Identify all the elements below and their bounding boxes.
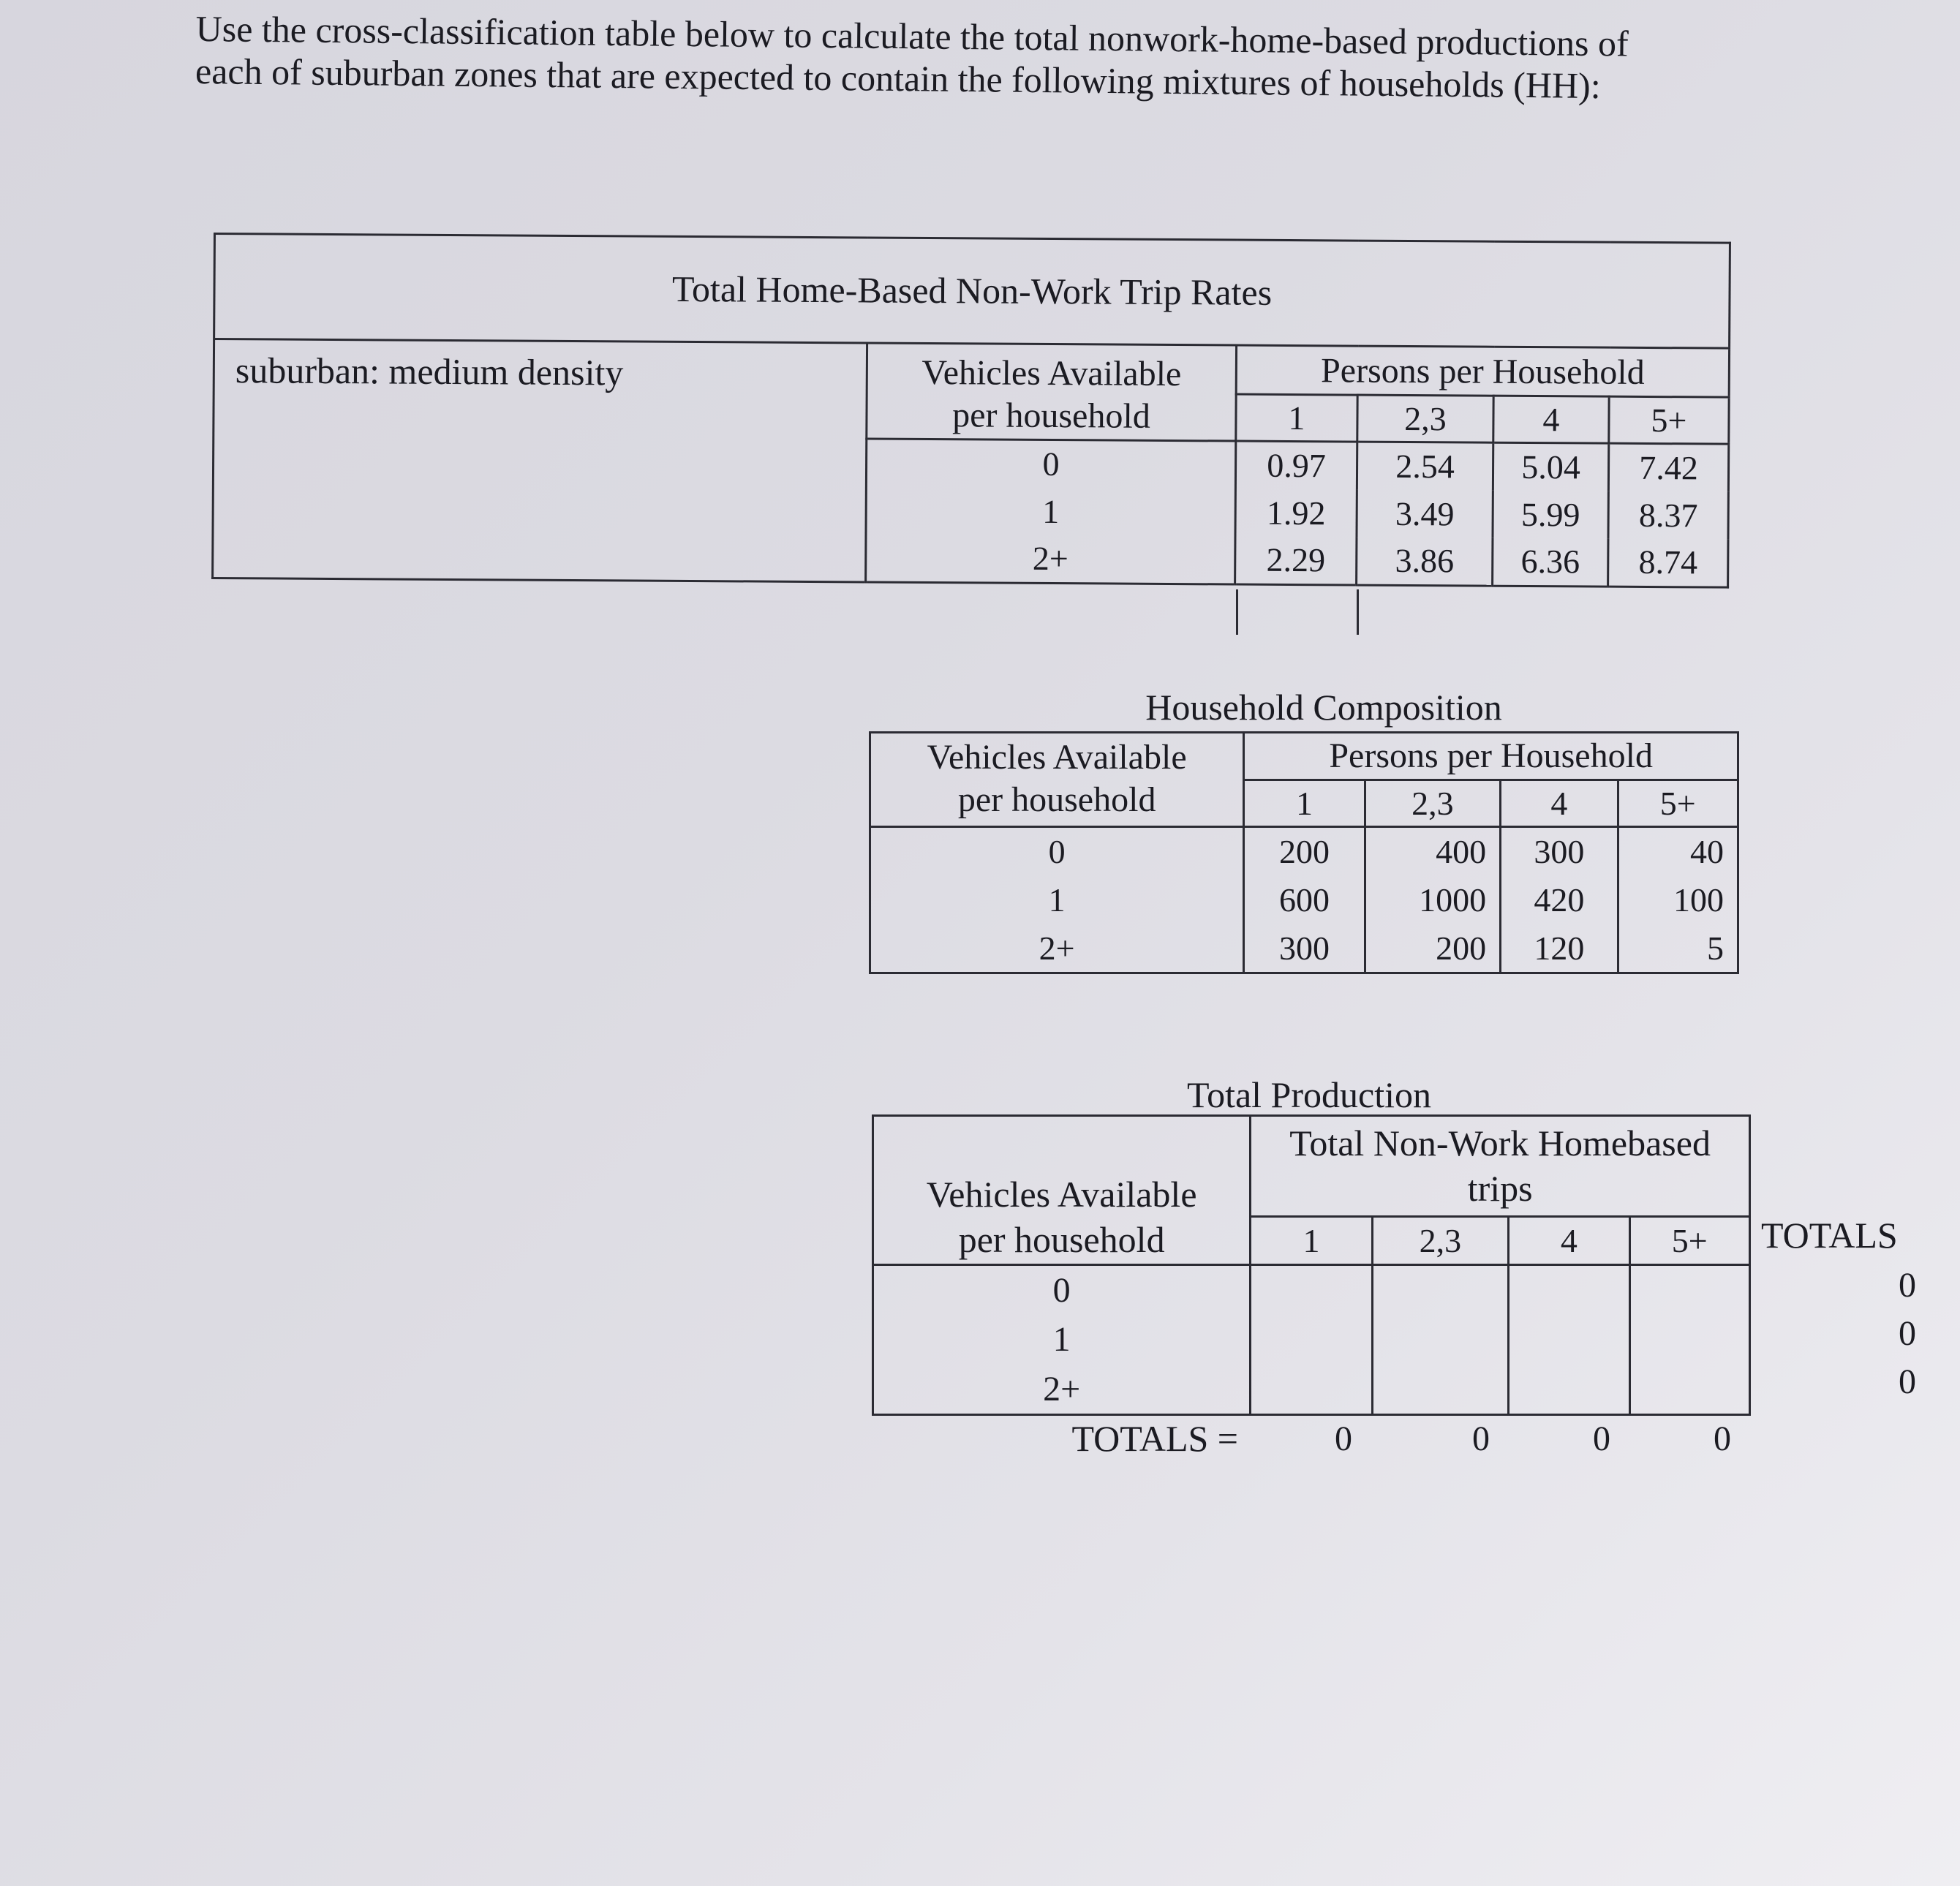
- vehicles-available-header: [867, 343, 1237, 441]
- table-cell: 0.97: [1235, 441, 1357, 490]
- table-divider: [1236, 589, 1238, 635]
- table-cell: 40: [1690, 833, 1724, 871]
- total-production-table: [872, 1114, 1751, 1416]
- table-cell: 200: [1244, 827, 1365, 876]
- table-row: [870, 924, 1738, 973]
- row-total: 0: [1899, 1266, 1916, 1305]
- empty-cell[interactable]: [1251, 1264, 1372, 1414]
- column-total: 0: [1472, 1419, 1490, 1458]
- vehicles-header-line-2: per household: [958, 1218, 1165, 1260]
- row-totals-label: TOTALS: [1761, 1215, 1898, 1256]
- row-total: 0: [1899, 1314, 1916, 1353]
- column-header: 2,3: [1372, 1216, 1508, 1264]
- table-cell: 200: [1365, 924, 1500, 973]
- table-cell: 8.74: [1638, 543, 1698, 581]
- instructions-line-1: Use the cross-classification table below to calculate the total nonwork-home-based productions of: [195, 7, 1629, 64]
- vehicles-header-line-1: Vehicles Available: [926, 1173, 1197, 1215]
- column-header: 2,3: [1357, 395, 1493, 442]
- trips-header-line-1: Total Non-Work Homebased: [1289, 1123, 1711, 1164]
- row-total: 0: [1899, 1362, 1916, 1401]
- empty-cell[interactable]: [1509, 1264, 1629, 1414]
- column-totals-label: TOTALS =: [1071, 1418, 1238, 1459]
- table-row: [870, 876, 1738, 924]
- trips-header-line-2: trips: [1467, 1168, 1533, 1210]
- table-row: [873, 1264, 1750, 1315]
- table-cell: 5.99: [1493, 491, 1608, 538]
- column-header: 5+: [1618, 780, 1738, 827]
- table-cell: 400: [1365, 827, 1500, 876]
- trip-rates-table: [211, 233, 1729, 589]
- table-cell: 2.29: [1235, 536, 1357, 585]
- household-composition-title: Household Composition: [1145, 687, 1502, 728]
- empty-cell[interactable]: [1629, 1264, 1749, 1414]
- table-cell: 1000: [1365, 876, 1500, 924]
- column-header: 4: [1509, 1216, 1629, 1264]
- table-cell: 300: [1501, 827, 1618, 876]
- persons-per-household-header: Persons per Household: [1236, 345, 1729, 398]
- table-cell: 100: [1673, 881, 1724, 919]
- total-production-title: Total Production: [1187, 1074, 1431, 1115]
- column-header: 1: [1244, 780, 1365, 827]
- table-cell: 3.86: [1357, 537, 1493, 586]
- row-label: 0: [866, 439, 1235, 489]
- table-cell: 2.54: [1357, 442, 1493, 491]
- column-total: 0: [1335, 1419, 1352, 1458]
- vehicles-available-header: [870, 733, 1244, 827]
- trip-rates-title: Total Home-Based Non-Work Trip Rates: [214, 234, 1730, 349]
- column-total: 0: [1714, 1419, 1731, 1458]
- table-cell: 3.49: [1357, 490, 1493, 538]
- column-header: 2,3: [1365, 780, 1500, 827]
- column-header: 1: [1251, 1216, 1372, 1264]
- instructions-line-2: each of suburban zones that are expected to contain the following mixtures of households (HH):: [195, 50, 1601, 107]
- row-label: 2+: [870, 924, 1244, 973]
- column-header: 4: [1501, 780, 1618, 827]
- vehicles-header-line-2: per household: [952, 396, 1150, 436]
- persons-per-household-header: Persons per Household: [1244, 733, 1738, 780]
- table-cell: 300: [1244, 924, 1365, 973]
- empty-cell[interactable]: [1372, 1264, 1508, 1414]
- total-trips-header: [1251, 1116, 1750, 1217]
- vehicles-available-header: [873, 1116, 1251, 1265]
- row-label: 0: [870, 827, 1244, 876]
- table-cell: 6.36: [1493, 537, 1608, 586]
- table-cell: 8.37: [1638, 496, 1698, 535]
- column-header: 5+: [1629, 1216, 1749, 1264]
- table-cell: 5: [1707, 929, 1724, 967]
- row-label: 1: [870, 876, 1244, 924]
- area-type-label: suburban: medium density: [213, 339, 867, 582]
- column-total: 0: [1593, 1419, 1610, 1458]
- table-cell: 600: [1244, 876, 1365, 924]
- column-header: 4: [1493, 396, 1609, 443]
- table-cell: 1.92: [1235, 489, 1357, 537]
- row-label: 1: [866, 487, 1235, 536]
- instructions: [195, 7, 1739, 108]
- row-label: 1: [873, 1315, 1251, 1364]
- column-header: 1: [1236, 394, 1357, 441]
- table-cell: 5.04: [1493, 442, 1608, 491]
- table-divider: [1357, 589, 1359, 635]
- table-cell: 420: [1501, 876, 1618, 924]
- household-composition-table: [869, 731, 1739, 974]
- vehicles-header-line-1: Vehicles Available: [921, 352, 1182, 393]
- vehicles-header-line-1: Vehicles Available: [927, 738, 1187, 777]
- table-row: [870, 827, 1738, 876]
- column-header: 5+: [1609, 396, 1729, 443]
- table-cell: 120: [1501, 924, 1618, 973]
- vehicles-header-line-2: per household: [957, 780, 1156, 819]
- row-label: 2+: [873, 1365, 1251, 1415]
- row-label: 0: [873, 1264, 1251, 1315]
- table-cell: 7.42: [1639, 449, 1698, 487]
- row-label: 2+: [866, 534, 1235, 584]
